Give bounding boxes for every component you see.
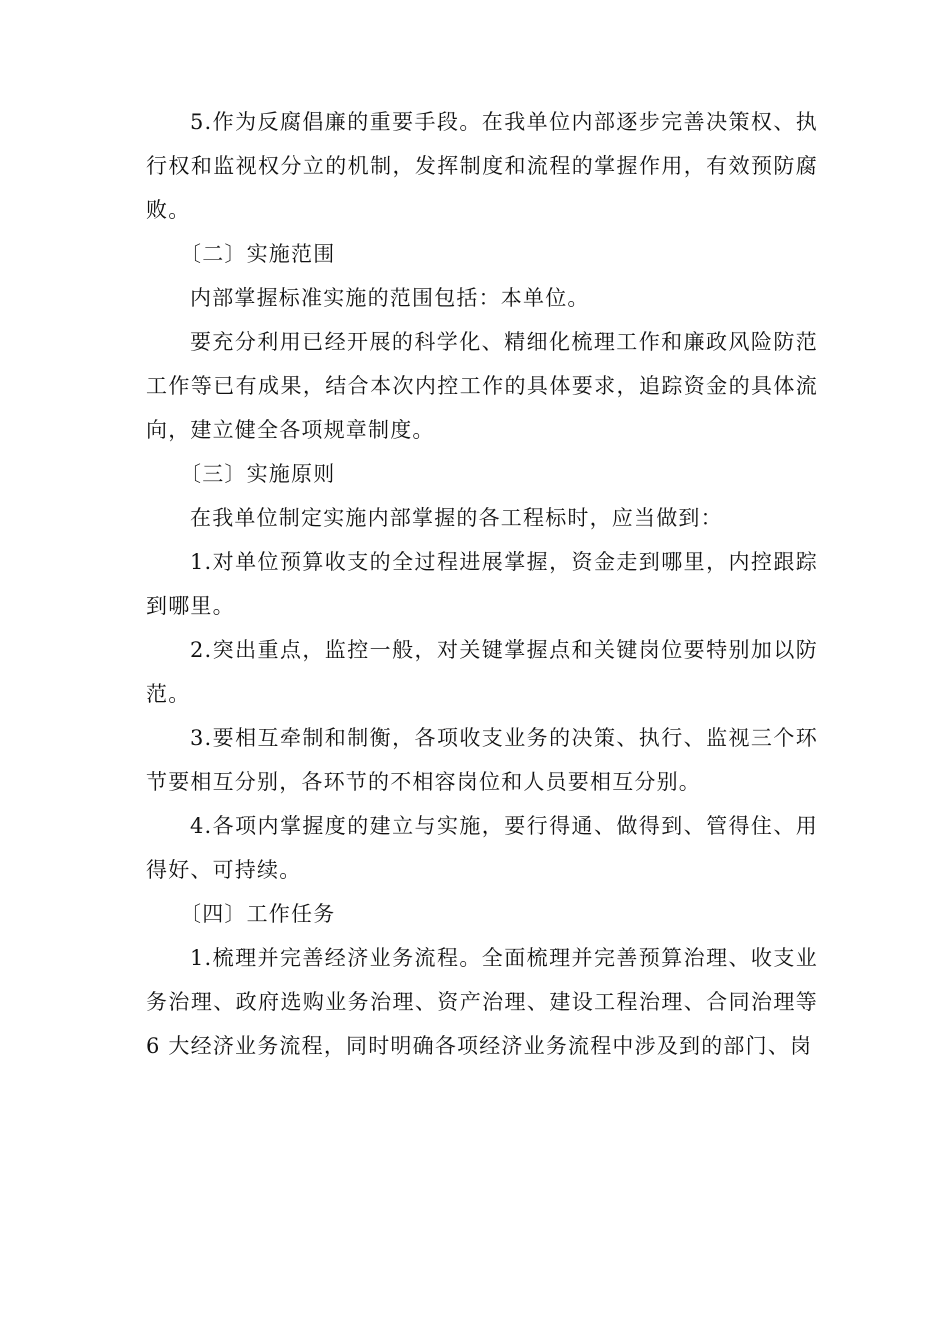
paragraph-principle-4: 4.各项内掌握度的建立与实施，要行得通、做得到、管得住、用得好、可持续。 xyxy=(146,814,818,882)
paragraph-principle-1: 1.对单位预算收支的全过程进展掌握，资金走到哪里，内控跟踪到哪里。 xyxy=(146,550,818,618)
heading-scope: 〔二〕实施范围 xyxy=(180,242,336,266)
heading-tasks: 〔四〕工作任务 xyxy=(180,902,336,926)
paragraph-principles-intro: 在我单位制定实施内部掌握的各工程标时，应当做到： xyxy=(190,506,723,530)
paragraph-use-results: 要充分利用已经开展的科学化、精细化梳理工作和廉政风险防范工作等已有成果，结合本次内控工作的具体要求，追踪资金的具体流向，建立健全各项规章制度。 xyxy=(146,330,818,442)
paragraph-principle-3: 3.要相互牵制和制衡，各项收支业务的决策、执行、监视三个环节要相互分别，各环节的不相容岗位和人员要相互分别。 xyxy=(146,726,818,794)
paragraph-principle-2: 2.突出重点，监控一般，对关键掌握点和关键岗位要特别加以防范。 xyxy=(146,638,818,706)
paragraph-task-1: 1.梳理并完善经济业务流程。全面梳理并完善预算治理、收支业务治理、政府选购业务治理、资产治理、建设工程治理、合同治理等6 大经济业务流程，同时明确各项经济业务流程中涉及到的部门、岗 xyxy=(146,946,818,1058)
paragraph-scope: 内部掌握标准实施的范围包括：本单位。 xyxy=(190,286,590,310)
paragraph-anticorruption: 5.作为反腐倡廉的重要手段。在我单位内部逐步完善决策权、执行权和监视权分立的机制，发挥制度和流程的掌握作用，有效预防腐败。 xyxy=(146,110,818,222)
heading-principles: 〔三〕实施原则 xyxy=(180,462,336,486)
document-body xyxy=(146,100,818,1068)
